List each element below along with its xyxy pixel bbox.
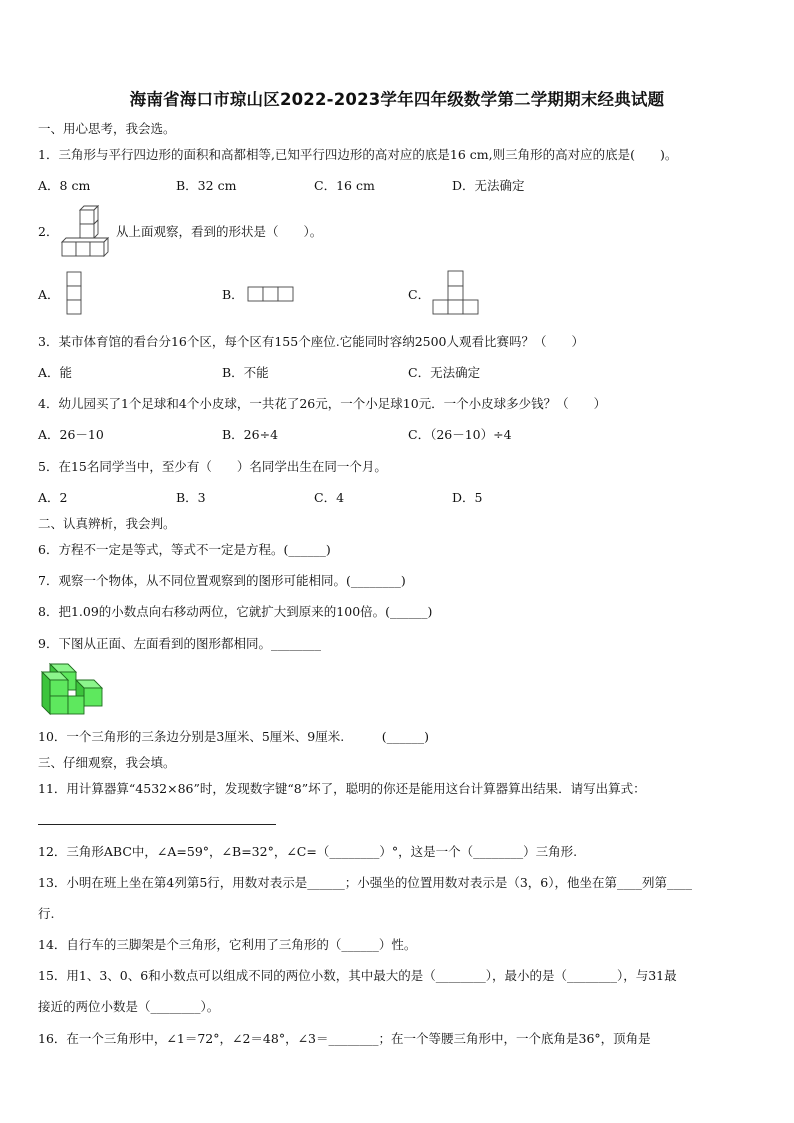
question-2-text: 从上面观察，看到的形状是（ ）。 [116,224,323,239]
section-heading-3: 三、仔细观察，我会填。 [38,755,176,770]
question-10: 10．一个三角形的三条边分别是3厘米、5厘米、9厘米. (______) [38,729,429,744]
q2-option-b-shape [247,286,295,302]
section-heading-2: 二、认真辨析，我会判。 [38,516,176,531]
question-6: 6．方程不一定是等式，等式不一定是方程。(______) [38,542,331,557]
question-13-line-1: 13．小明在班上坐在第4列第5行，用数对表示是______；小强坐的位置用数对表示是（3，6），他坐在第____列第____ [38,875,692,890]
q2-option-a-label: A． [38,287,60,302]
question-13-line-2: 行. [38,906,55,921]
question-8: 8．把1.09的小数点向右移动两位，它就扩大到原来的100倍。(______) [38,604,433,619]
q2-cube-figure [60,204,120,260]
q11-answer-line [38,824,276,825]
question-1: 1．三角形与平行四边形的面积和高都相等,已知平行四边形的高对应的底是16 cm,则三角形的高对应的底是( )。 [38,147,678,162]
q1-option-b: B．32 cm [176,178,237,193]
question-15-line-1: 15．用1、3、0、6和小数点可以组成不同的两位小数，其中最大的是（________），最小的是（________），与31最 [38,968,677,983]
q9-green-cubes-figure [40,662,106,716]
q5-option-b: B．3 [176,490,206,505]
q5-option-a: A．2 [38,490,68,505]
q4-option-a: A．26－10 [38,427,104,442]
q2-option-b-label: B． [222,287,244,302]
question-5: 5．在15名同学当中，至少有（ ）名同学出生在同一个月。 [38,459,387,474]
question-2-number: 2． [38,224,59,239]
q4-option-b: B．26÷4 [222,427,279,442]
q3-option-b: B．不能 [222,365,269,380]
q2-option-c-shape [432,270,480,316]
question-16: 16．在一个三角形中，∠1＝72°，∠2＝48°，∠3＝________；在一个等腰三角形中，一个底角是36°，顶角是 [38,1031,651,1046]
question-12: 12．三角形ABC中，∠A=59°，∠B=32°，∠C=（________）°，这是一个（________）三角形. [38,844,578,859]
question-11: 11．用计算器算“4532×86”时，发现数字键“8”坏了，聪明的你还是能用这台计算器算出结果．请写出算式： [38,781,646,796]
question-3: 3．某市体育馆的看台分16个区，每个区有155个座位.它能同时容纳2500人观看比赛吗？（ ） [38,334,585,349]
q4-option-c: C．（26－10）÷4 [408,427,512,442]
q3-option-a: A．能 [38,365,73,380]
q1-option-a: A．8 cm [38,178,91,193]
question-15-line-2: 接近的两位小数是（________）。 [38,999,220,1014]
question-9: 9．下图从正面、左面看到的图形都相同。________ [38,636,321,651]
q2-option-c-label: C． [408,287,431,302]
q1-option-d: D．无法确定 [452,178,525,193]
question-7: 7．观察一个物体，从不同位置观察到的图形可能相同。(________) [38,573,406,588]
q1-option-c: C．16 cm [314,178,375,193]
q2-option-a-shape [66,271,82,317]
page-title: 海南省海口市琼山区2022-2023学年四年级数学第二学期期末经典试题 [129,90,665,109]
question-14: 14．自行车的三脚架是个三角形，它利用了三角形的（______）性。 [38,937,417,952]
section-heading-1: 一、用心思考，我会选。 [38,121,176,136]
q5-option-c: C．4 [314,490,345,505]
question-4: 4．幼儿园买了1个足球和4个小皮球，一共花了26元，一个小足球10元．一个小皮球多少钱？（ ） [38,396,607,411]
q5-option-d: D．5 [452,490,483,505]
q3-option-c: C．无法确定 [408,365,481,380]
